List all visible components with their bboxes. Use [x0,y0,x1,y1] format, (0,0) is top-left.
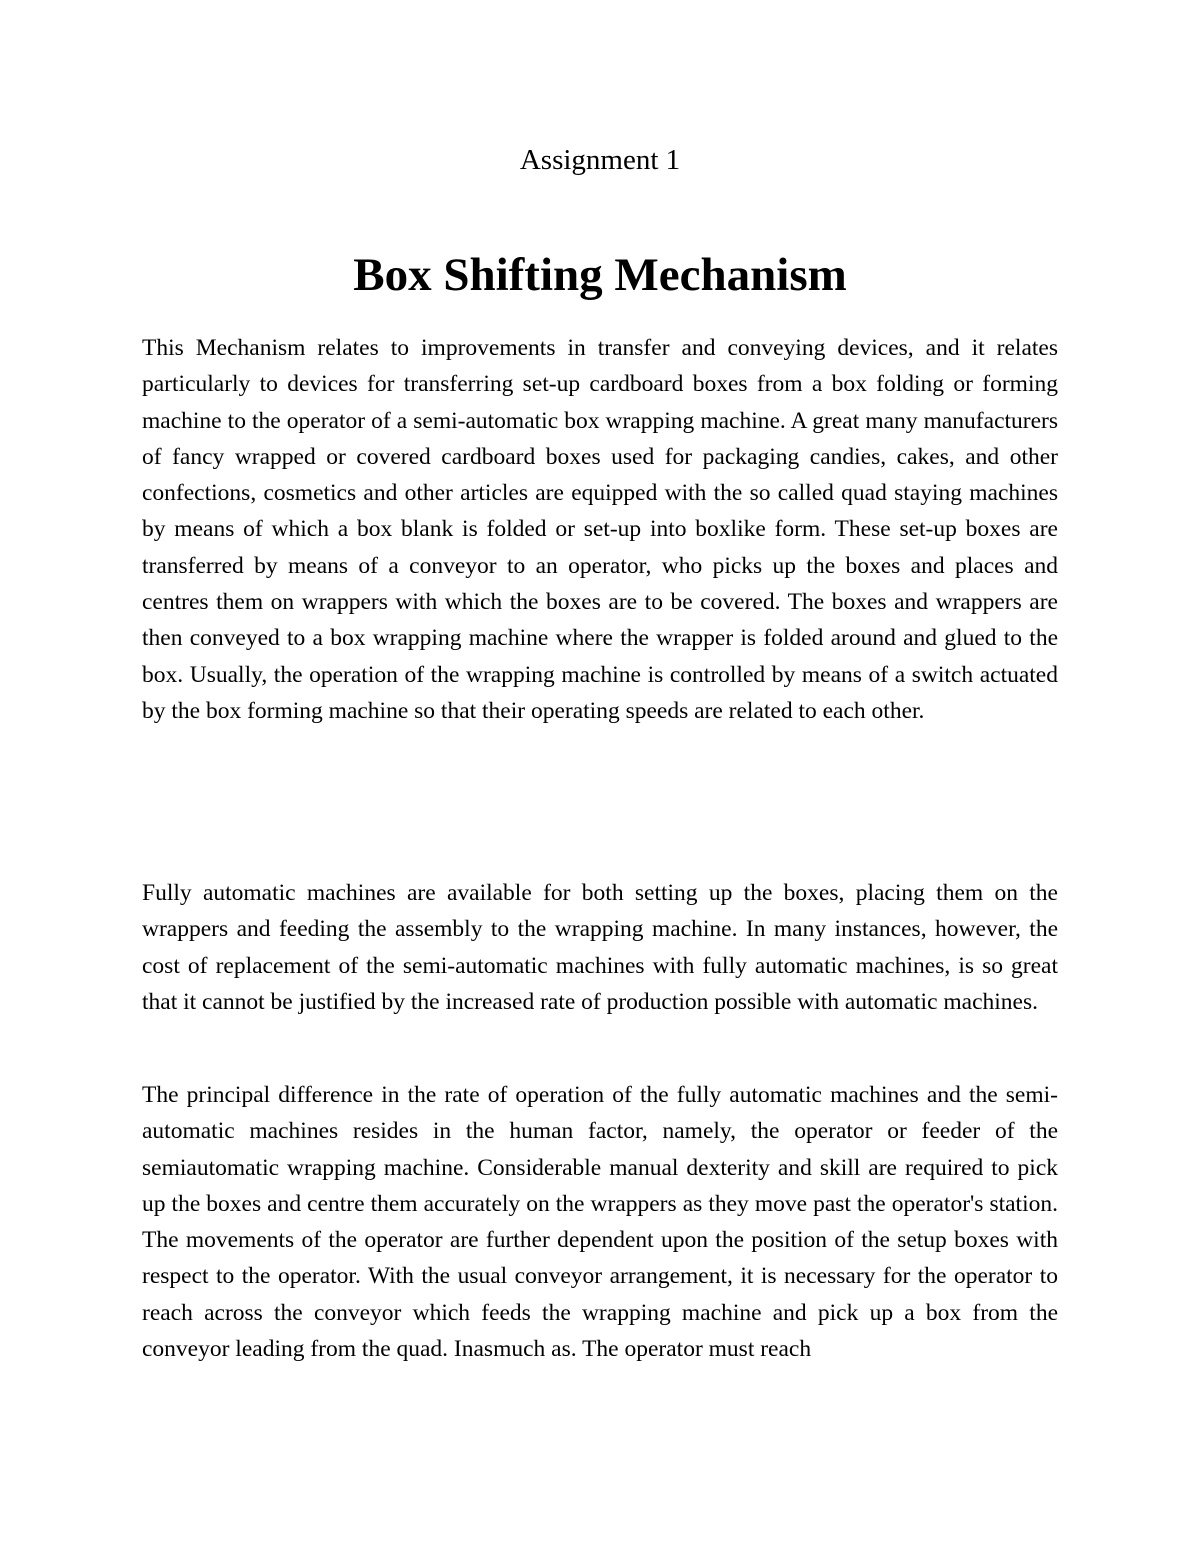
document-title: Box Shifting Mechanism [353,249,847,301]
paragraph-principal-difference: The principal difference in the rate of operation of the fully automatic machines and the semi-automatic machines resides in the human factor, namely, the operator or feeder of the semiautomatic wrapping machine. Considerable manual dexterity and skill are required to pick up the boxes and centre them accurately on the wrappers as they move past the operator's station. The movements of the operator are further dependent upon the position of the setup boxes with respect to the operator. With the usual conveyor arrangement, it is necessary for the operator to reach across the conveyor which feeds the wrapping machine and pick up a box from the conveyor leading from the quad. Inasmuch as. The operator must reach [142,1082,1058,1363]
paragraph-intro: This Mechanism relates to improvements in transfer and conveying devices, and it relates particularly to devices for transferring set-up cardboard boxes from a box folding or forming machine to the operator of a semi-automatic box wrapping machine. A great many manufacturers of fancy wrapped or covered cardboard boxes used for packaging candies, cakes, and other confections, cosmetics and other articles are equipped with the so called quad staying machines by means of which a box blank is folded or set-up into boxlike form. These set-up boxes are transferred by means of a conveyor to an operator, who picks up the boxes and places and centres them on wrappers with which the boxes are to be covered. The boxes and wrappers are then conveyed to a box wrapping machine where the wrapper is folded around and glued to the box. Usually, the operation of the wrapping machine is controlled by means of a switch actuated by the box forming machine so that their operating speeds are related to each other. [142,335,1058,724]
assignment-label: Assignment 1 [519,144,681,176]
paragraph-automatic-machines: Fully automatic machines are available for both setting up the boxes, placing them on the wrappers and feeding the assembly to the wrapping machine. In many instances, however, the cost of replacement of the semi-automatic machines with fully automatic machines, is so great that it cannot be justified by the increased rate of production possible with automatic machines. [142,880,1058,1015]
